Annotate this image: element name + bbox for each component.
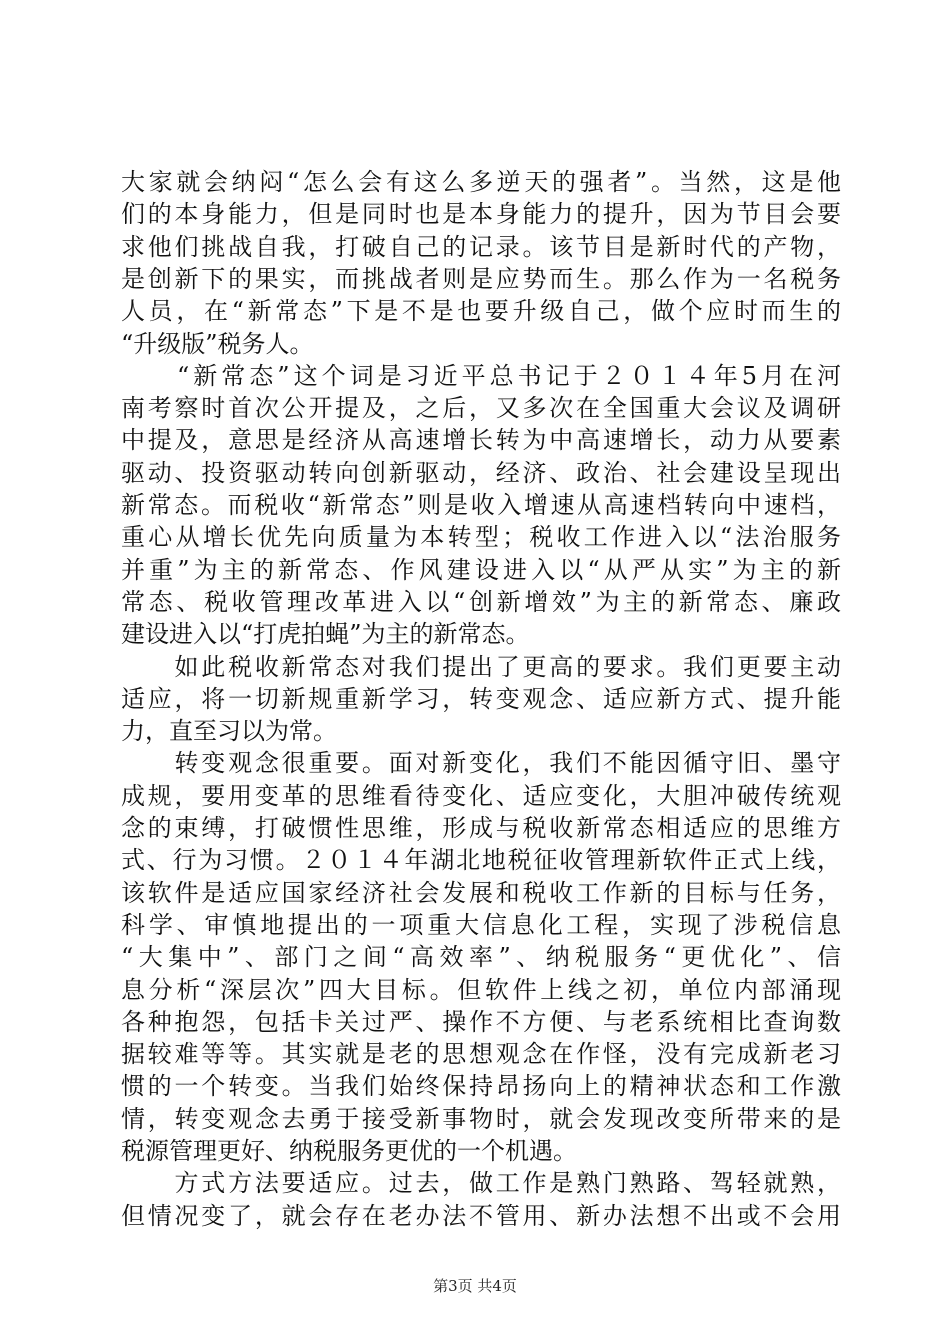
text-line: 们的本身能力，但是同时也是本身能力的提升，因为节目会要 [121, 200, 841, 229]
text-line: 式、行为习惯。２０１４年湖北地税征收管理新软件正式上线， [121, 846, 841, 875]
text-line: 常态、税收管理改革进入以“创新增效”为主的新常态、廉政 [121, 587, 841, 616]
text-line: 但情况变了，就会存在老办法不管用、新办法想不出或不会用 [121, 1201, 841, 1230]
text-line: 情，转变观念去勇于接受新事物时，就会发现改变所带来的是 [121, 1104, 841, 1133]
text-line: 人员，在“新常态”下是不是也要升级自己，做个应时而生的 [121, 297, 841, 326]
text-line: 重心从增长优先向质量为本转型；税收工作进入以“法治服务 [121, 523, 841, 552]
text-line: 南考察时首次公开提及，之后，又多次在全国重大会议及调研 [121, 394, 841, 423]
text-line: 大家就会纳闷“怎么会有这么多逆天的强者”。当然，这是他 [121, 168, 841, 196]
text-line: 驱动、投资驱动转向创新驱动，经济、政治、社会建设呈现出 [121, 458, 841, 487]
text-line: “大集中”、部门之间“高效率”、纳税服务“更优化”、信 [121, 943, 841, 972]
text-line: 新常态。而税收“新常态”则是收入增速从高速档转向中速档， [121, 491, 841, 519]
text-line: 如此税收新常态对我们提出了更高的要求。我们更要主动 [121, 652, 841, 681]
text-line: 息分析“深层次”四大目标。但软件上线之初，单位内部涌现 [121, 975, 841, 1004]
page-footer: 第3页 共4页 [433, 1277, 517, 1295]
text-line: 并重”为主的新常态、作风建设进入以“从严从实”为主的新 [121, 555, 841, 584]
text-line: 各种抱怨，包括卡关过严、操作不方便、与老系统相比查询数 [121, 1007, 841, 1036]
text-line: 税源管理更好、纳税服务更优的一个机遇。 [121, 1137, 577, 1165]
text-line: 求他们挑战自我，打破自己的记录。该节目是新时代的产物， [121, 232, 841, 261]
text-line: “新常态”这个词是习近平总书记于２０１４年5月在河 [121, 361, 841, 390]
text-line: 转变观念很重要。面对新变化，我们不能因循守旧、墨守 [121, 749, 841, 778]
text-line: 念的束缚，打破惯性思维，形成与税收新常态相适应的思维方 [121, 814, 841, 842]
text-line: 科学、审慎地提出的一项重大信息化工程，实现了涉税信息 [121, 910, 841, 939]
text-line: 惯的一个转变。当我们始终保持昂扬向上的精神状态和工作激 [121, 1072, 841, 1101]
text-line: “升级版”税务人。 [121, 329, 314, 358]
text-line: 中提及，意思是经济从高速增长转为中高速增长，动力从要素 [121, 426, 841, 455]
text-line: 该软件是适应国家经济社会发展和税收工作新的目标与任务， [121, 878, 841, 907]
text-line: 方式方法要适应。过去，做工作是熟门熟路、驾轻就熟， [121, 1169, 841, 1198]
text-line: 据较难等等。其实就是老的思想观念在作怪，没有完成新老习 [121, 1040, 841, 1069]
text-line: 力，直至习以为常。 [121, 717, 337, 746]
text-line: 适应，将一切新规重新学习，转变观念、适应新方式、提升能 [121, 684, 841, 713]
text-line: 成规，要用变革的思维看待变化、适应变化，大胆冲破传统观 [121, 781, 841, 810]
text-line: 建设进入以“打虎拍蝇”为主的新常态。 [121, 620, 530, 649]
text-line: 是创新下的果实，而挑战者则是应势而生。那么作为一名税务 [121, 264, 841, 293]
